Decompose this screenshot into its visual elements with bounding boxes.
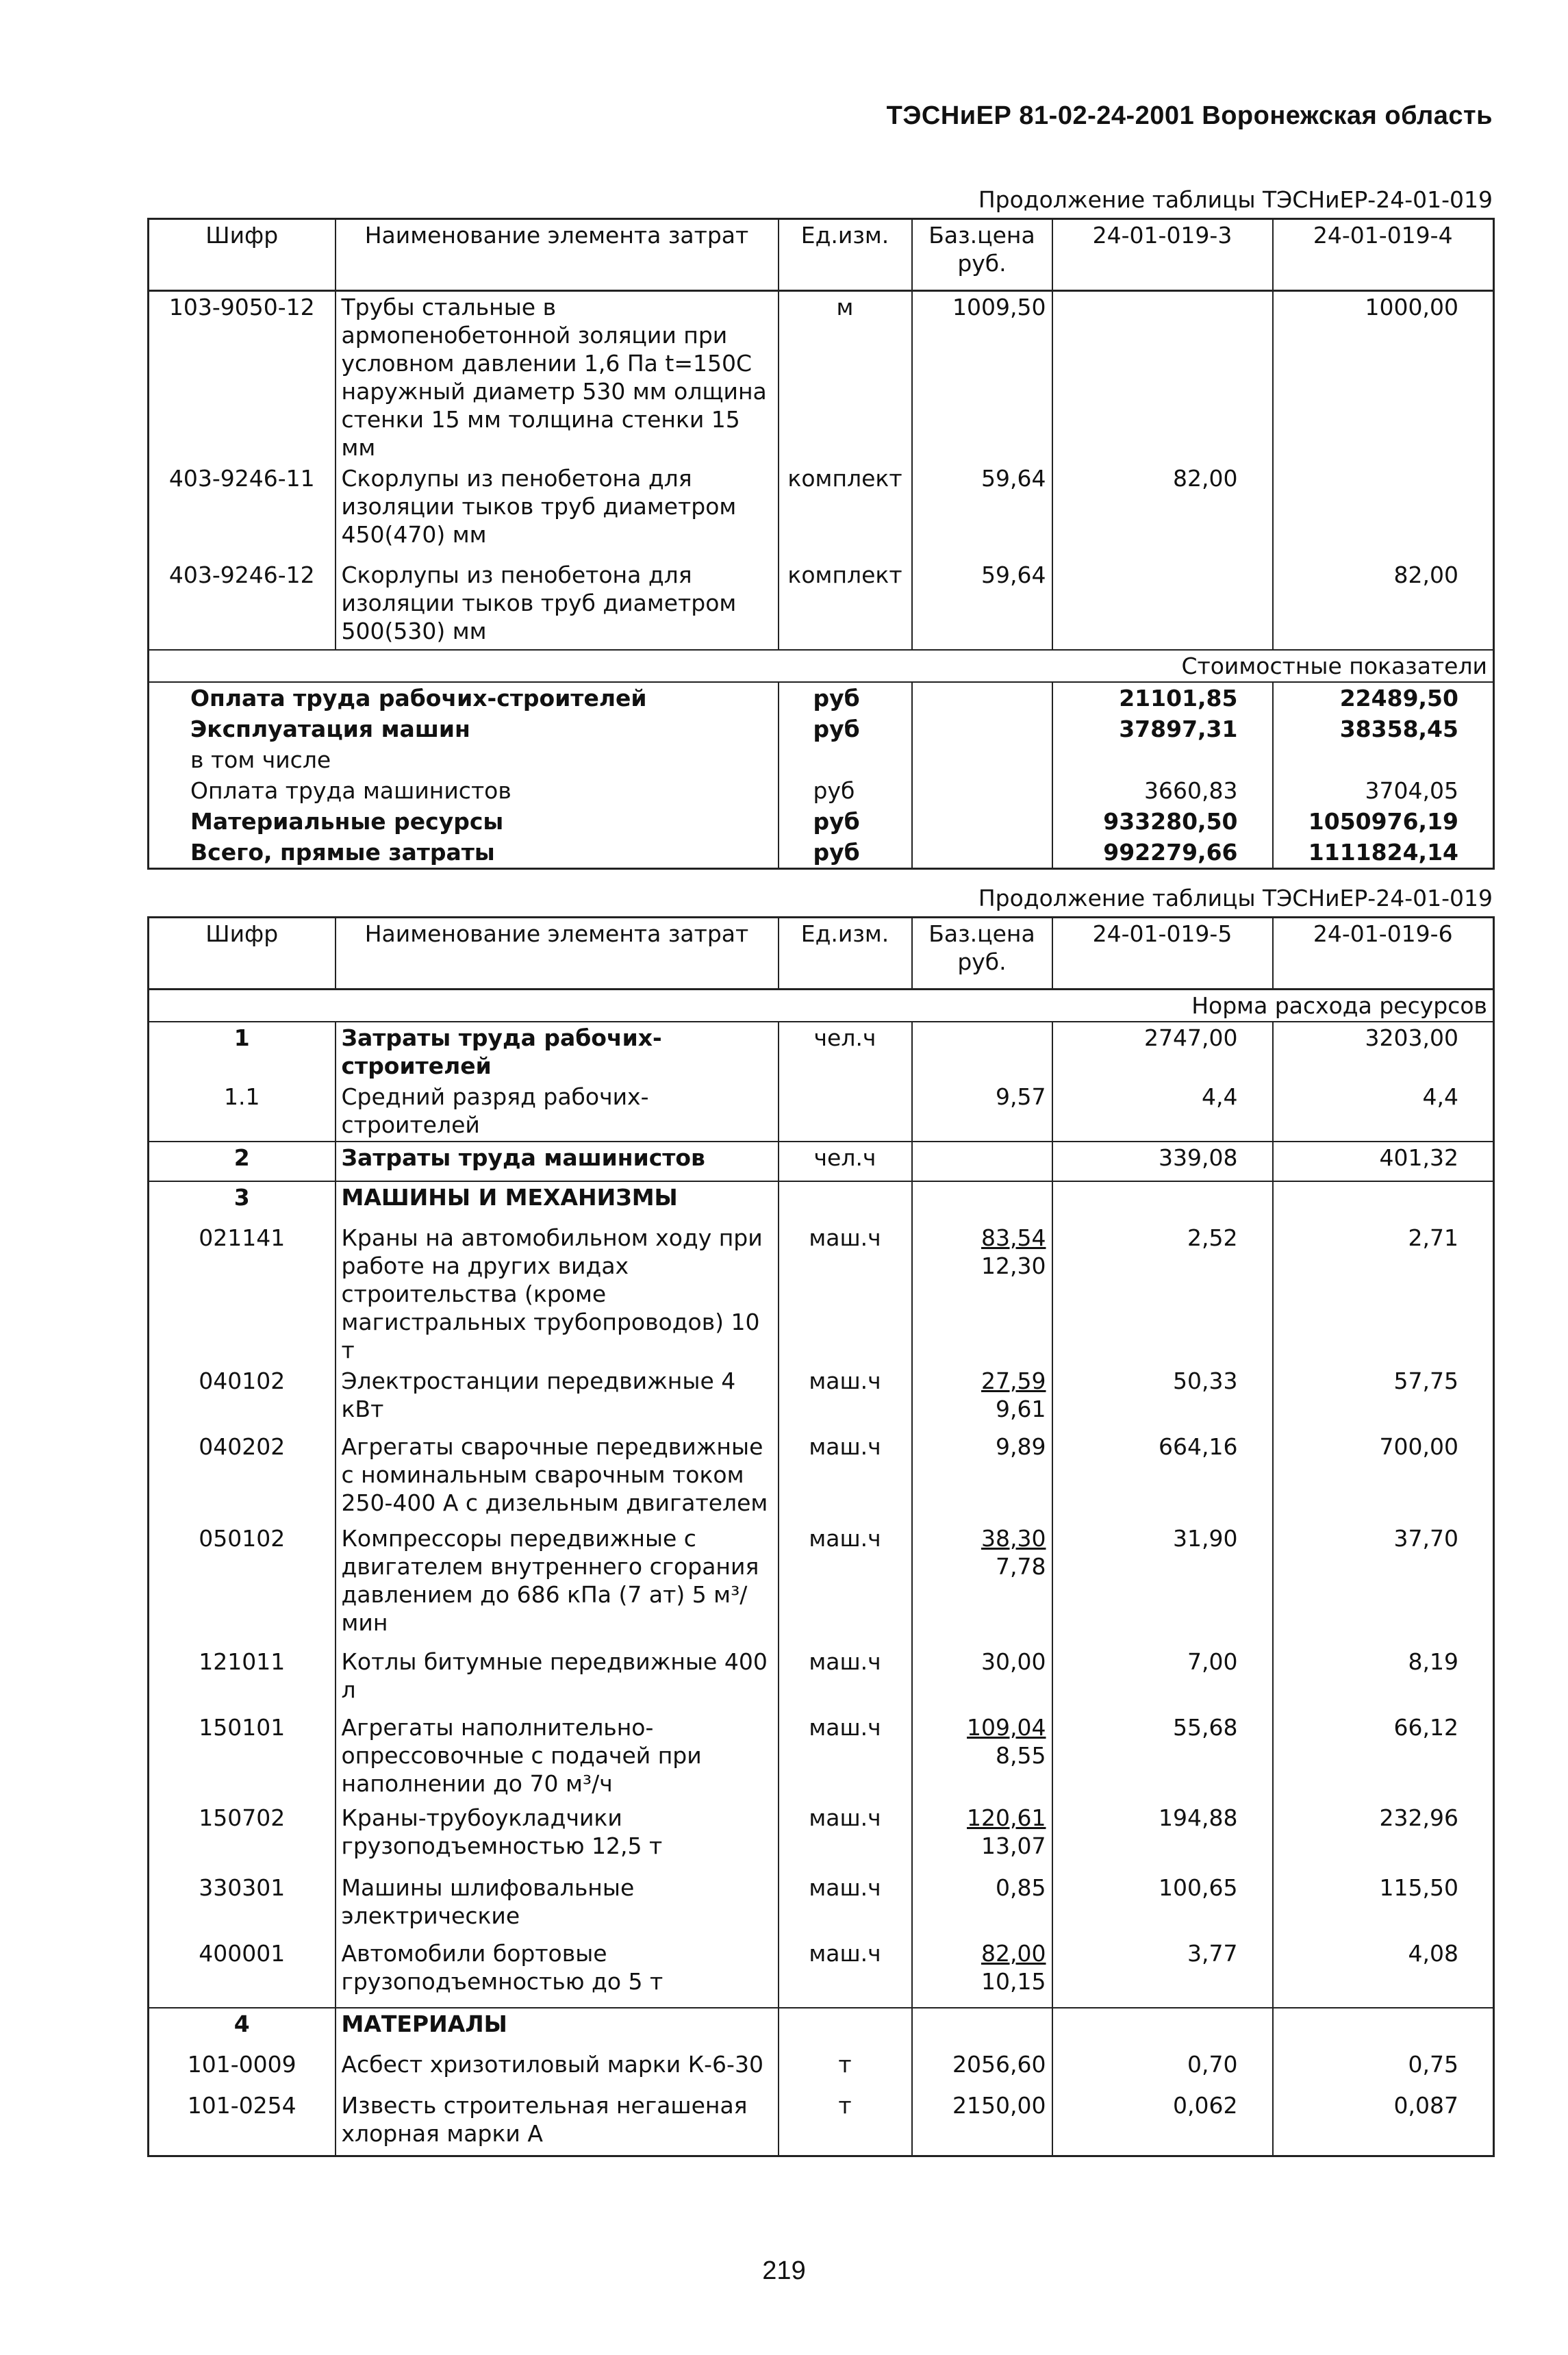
cell-unit: маш.ч — [779, 1523, 912, 1646]
cell-value-1: 2747,00 — [1052, 1022, 1273, 1081]
cell-price — [912, 1142, 1052, 1181]
cell-name: Трубы стальные в армопенобетонной золяции при условном давлении 1,6 Па t=150С наружный диаметр 530 мм олщина стенки 15 мм толщина стенки 15 мм — [336, 291, 779, 464]
cell-code: 4 — [149, 2008, 336, 2049]
cell-price — [912, 1938, 1052, 2008]
cost-unit: руб — [779, 714, 912, 744]
header-name: Наименование элемента затрат — [336, 918, 779, 990]
cell-code: 040102 — [199, 1368, 286, 1394]
cell-value-1: 3,77 — [1052, 1938, 1273, 2008]
table-row — [149, 2008, 1494, 2049]
table-row — [149, 1802, 1494, 1872]
table-row — [149, 1181, 1494, 1222]
table2-header-row — [149, 918, 1494, 990]
table2 — [147, 916, 1495, 2157]
cell-value-1: 82,00 — [1052, 463, 1273, 559]
price-value: 9,89 — [996, 1433, 1046, 1460]
cell-unit: маш.ч — [779, 1431, 912, 1523]
cell-value-1 — [1052, 1181, 1273, 1222]
cell-code: 403-9246-11 — [168, 465, 315, 492]
cell-name: Агрегаты сварочные передвижные с номинальным сварочным током 250-400 А с дизельным двигателем — [336, 1431, 779, 1523]
cell-unit: комплект — [779, 463, 912, 559]
band-row — [149, 650, 1494, 682]
table-row — [149, 2049, 1494, 2090]
cell-unit: чел.ч — [779, 1142, 912, 1181]
table2-body — [149, 1022, 1494, 2156]
cost-name: Эксплуатация машин — [190, 716, 470, 742]
cell-price: 1009,50 — [912, 291, 1052, 464]
cost-row — [149, 682, 1494, 714]
cell-code: 150702 — [199, 1804, 286, 1831]
table-row — [149, 1712, 1494, 1802]
cell-price — [912, 1712, 1052, 1802]
cost-value-1: 933280,50 — [1052, 806, 1273, 837]
cell-code: 3 — [149, 1181, 336, 1222]
cell-value-1: 7,00 — [1052, 1646, 1273, 1712]
cost-value-2: 3704,05 — [1273, 775, 1494, 806]
cost-price — [912, 806, 1052, 837]
cell-value-2: 232,96 — [1273, 1802, 1494, 1872]
cell-value-2: 4,08 — [1273, 1938, 1494, 2008]
cost-row — [149, 806, 1494, 837]
machinist-wage-value: 12,30 — [981, 1252, 1046, 1279]
cell-unit — [779, 2008, 912, 2049]
price-value: 0,85 — [996, 1874, 1046, 1901]
cell-name: МАТЕРИАЛЫ — [336, 2008, 779, 2049]
cost-unit: руб — [779, 775, 912, 806]
cell-value-2: 8,19 — [1273, 1646, 1494, 1712]
header-price: Баз.цена руб. — [912, 219, 1052, 291]
cell-code: 1 — [233, 1024, 250, 1051]
cell-unit: комплект — [779, 559, 912, 650]
cost-value-1: 3660,83 — [1052, 775, 1273, 806]
cell-unit — [779, 1081, 912, 1142]
page-number: 219 — [762, 2256, 806, 2285]
cell-value-1: 2,52 — [1052, 1222, 1273, 1365]
cell-code: 403-9246-12 — [168, 562, 315, 588]
band-row — [149, 990, 1494, 1022]
table-row — [149, 463, 1494, 559]
cost-name: Всего, прямые затраты — [190, 839, 495, 866]
cell-price — [912, 1872, 1052, 1938]
cell-code: 121011 — [199, 1648, 286, 1675]
cost-row — [149, 837, 1494, 869]
cell-value-1: 31,90 — [1052, 1523, 1273, 1646]
cost-unit: руб — [779, 837, 912, 869]
cell-price: 59,64 — [912, 559, 1052, 650]
cell-value-1: 55,68 — [1052, 1712, 1273, 1802]
table2-caption: Продолжение таблицы ТЭСНиЕР-24-01-019 — [978, 885, 1493, 911]
cell-value-2: 401,32 — [1273, 1142, 1494, 1181]
price-value: 2056,60 — [952, 2051, 1046, 2078]
cell-value-2: 57,75 — [1273, 1365, 1494, 1431]
cell-unit: м — [779, 291, 912, 464]
price-value: 120,61 — [967, 1804, 1046, 1831]
cell-name: Затраты труда машинистов — [336, 1142, 779, 1181]
header-col-3: 24-01-019-3 — [1052, 219, 1273, 291]
cell-name: Затраты труда рабочих-строителей — [336, 1022, 779, 1081]
table-row — [149, 1365, 1494, 1431]
cell-code: 021141 — [199, 1224, 286, 1251]
cell-value-1: 4,4 — [1052, 1081, 1273, 1142]
price-value: 9,57 — [996, 1083, 1046, 1110]
band-label: Стоимостные показатели — [149, 650, 1494, 682]
cell-unit: чел.ч — [779, 1022, 912, 1081]
cost-row — [149, 744, 1494, 775]
cell-value-1: 664,16 — [1052, 1431, 1273, 1523]
cell-name: Агрегаты наполнительно-опрессовочные с подачей при наполнении до 70 м³/ч — [336, 1712, 779, 1802]
cell-code: 2 — [149, 1142, 336, 1181]
cost-name: Материальные ресурсы — [190, 808, 504, 835]
price-value: 27,59 — [981, 1368, 1046, 1394]
cell-code: 1.1 — [224, 1083, 260, 1110]
cost-value-2: 22489,50 — [1273, 682, 1494, 714]
header-unit: Ед.изм. — [779, 918, 912, 990]
cell-price — [912, 1431, 1052, 1523]
cell-name: Скорлупы из пенобетона для изоляции тыков труб диаметром 450(470) мм — [336, 463, 779, 559]
header-code: Шифр — [149, 219, 336, 291]
price-value: 38,30 — [981, 1525, 1046, 1552]
table-row — [149, 1872, 1494, 1938]
page-header: ТЭСНиЕР 81-02-24-2001 Воронежская область — [886, 101, 1493, 130]
cell-value-2: 700,00 — [1273, 1431, 1494, 1523]
cell-code: 050102 — [199, 1525, 286, 1552]
cost-row — [149, 775, 1494, 806]
cell-code: 101-0009 — [187, 2051, 296, 2078]
cell-name: Автомобили бортовые грузоподъемностью до 5 т — [336, 1938, 779, 2008]
cost-unit: руб — [779, 682, 912, 714]
cell-price — [912, 2090, 1052, 2156]
table-row — [149, 1142, 1494, 1181]
cell-name: МАШИНЫ И МЕХАНИЗМЫ — [336, 1181, 779, 1222]
cell-price: 59,64 — [912, 463, 1052, 559]
cost-price — [912, 837, 1052, 869]
cell-code: 101-0254 — [187, 2092, 296, 2119]
cost-price — [912, 775, 1052, 806]
cell-name: Известь строительная негашеная хлорная марки А — [336, 2090, 779, 2156]
cost-unit: руб — [779, 806, 912, 837]
cell-unit: маш.ч — [779, 1802, 912, 1872]
cell-name: Асбест хризотиловый марки К-6-30 — [336, 2049, 779, 2090]
machinist-wage-value: 7,78 — [996, 1553, 1046, 1580]
cell-name: Машины шлифовальные электрические — [336, 1872, 779, 1938]
cell-value-2: 82,00 — [1273, 559, 1494, 650]
cell-value-2: 115,50 — [1273, 1872, 1494, 1938]
cell-unit: маш.ч — [779, 1646, 912, 1712]
cost-value-1: 37897,31 — [1052, 714, 1273, 744]
table1 — [147, 218, 1495, 870]
cell-price — [912, 2008, 1052, 2049]
cell-value-1 — [1052, 559, 1273, 650]
cell-value-1 — [1052, 2008, 1273, 2049]
cell-value-2 — [1273, 2008, 1494, 2049]
table-row — [149, 1431, 1494, 1523]
cell-name: Скорлупы из пенобетона для изоляции тыков труб диаметром 500(530) мм — [336, 559, 779, 650]
table-row — [149, 2090, 1494, 2156]
cell-price — [912, 1646, 1052, 1712]
header-price: Баз.цена руб. — [912, 918, 1052, 990]
machinist-wage-value: 8,55 — [996, 1742, 1046, 1769]
table-row — [149, 1523, 1494, 1646]
cell-name: Краны-трубоукладчики грузоподъемностью 12,5 т — [336, 1802, 779, 1872]
cost-name: в том числе — [190, 746, 331, 773]
price-value: 2150,00 — [952, 2092, 1046, 2119]
table1-caption: Продолжение таблицы ТЭСНиЕР-24-01-019 — [978, 186, 1493, 213]
cell-unit: маш.ч — [779, 1872, 912, 1938]
cost-value-2: 38358,45 — [1273, 714, 1494, 744]
machinist-wage-value: 10,15 — [981, 1968, 1046, 1995]
cost-price — [912, 714, 1052, 744]
table-row — [149, 1081, 1494, 1142]
cost-value-2 — [1273, 744, 1494, 775]
cell-code: 330301 — [199, 1874, 286, 1901]
cell-value-2: 66,12 — [1273, 1712, 1494, 1802]
cell-unit: маш.ч — [779, 1222, 912, 1365]
cell-value-2: 0,087 — [1273, 2090, 1494, 2156]
cell-unit: маш.ч — [779, 1938, 912, 2008]
machinist-wage-value: 9,61 — [996, 1396, 1046, 1422]
table-row — [149, 559, 1494, 650]
header-col-6: 24-01-019-6 — [1273, 918, 1494, 990]
cost-price — [912, 744, 1052, 775]
cell-price — [912, 1523, 1052, 1646]
cost-row — [149, 714, 1494, 744]
header-name: Наименование элемента затрат — [336, 219, 779, 291]
price-value: 109,04 — [967, 1714, 1046, 1741]
table1-header-row — [149, 219, 1494, 291]
cell-code: 150101 — [199, 1714, 286, 1741]
cost-name: Оплата труда машинистов — [190, 777, 511, 804]
cell-value-2: 2,71 — [1273, 1222, 1494, 1365]
cell-value-2 — [1273, 463, 1494, 559]
table-row — [149, 1222, 1494, 1365]
cell-name: Электростанции передвижные 4 кВт — [336, 1365, 779, 1431]
cell-value-2: 37,70 — [1273, 1523, 1494, 1646]
cell-name: Котлы битумные передвижные 400 л — [336, 1646, 779, 1712]
cell-price — [912, 1222, 1052, 1365]
cell-code: 040202 — [199, 1433, 286, 1460]
cell-unit — [779, 1181, 912, 1222]
cost-name: Оплата труда рабочих-строителей — [190, 685, 647, 711]
price-value: 83,54 — [981, 1224, 1046, 1251]
band-label: Норма расхода ресурсов — [149, 990, 1494, 1022]
cost-value-2: 1111824,14 — [1273, 837, 1494, 869]
cell-code: 103-9050-12 — [168, 294, 315, 320]
machinist-wage-value: 13,07 — [981, 1833, 1046, 1859]
cell-price — [912, 1081, 1052, 1142]
cell-name: Краны на автомобильном ходу при работе на других видах строительства (кроме магистральных трубопроводов) 10 т — [336, 1222, 779, 1365]
table-row — [149, 1022, 1494, 1081]
cost-value-1 — [1052, 744, 1273, 775]
cell-value-1: 194,88 — [1052, 1802, 1273, 1872]
table-row — [149, 291, 1494, 464]
cell-value-2: 0,75 — [1273, 2049, 1494, 2090]
price-value: 30,00 — [981, 1648, 1046, 1675]
table-row — [149, 1938, 1494, 2008]
header-col-4: 24-01-019-4 — [1273, 219, 1494, 291]
cell-value-1: 50,33 — [1052, 1365, 1273, 1431]
cell-name: Средний разряд рабочих-строителей — [336, 1081, 779, 1142]
cell-value-1: 100,65 — [1052, 1872, 1273, 1938]
table-row — [149, 1646, 1494, 1712]
header-unit: Ед.изм. — [779, 219, 912, 291]
cell-value-1: 0,70 — [1052, 2049, 1273, 2090]
cell-price — [912, 1022, 1052, 1081]
cell-unit: маш.ч — [779, 1712, 912, 1802]
cell-price — [912, 1802, 1052, 1872]
cell-name: Компрессоры передвижные с двигателем внутреннего сгорания давлением до 686 кПа (7 ат) 5 м³/мин — [336, 1523, 779, 1646]
cell-value-2: 4,4 — [1273, 1081, 1494, 1142]
cell-price — [912, 2049, 1052, 2090]
cell-value-1: 339,08 — [1052, 1142, 1273, 1181]
cost-price — [912, 682, 1052, 714]
cell-value-1 — [1052, 291, 1273, 464]
cell-unit: т — [779, 2090, 912, 2156]
cell-price — [912, 1365, 1052, 1431]
cost-unit — [779, 744, 912, 775]
cell-value-2 — [1273, 1181, 1494, 1222]
cell-value-1: 0,062 — [1052, 2090, 1273, 2156]
price-value: 82,00 — [981, 1940, 1046, 1967]
cell-value-2: 3203,00 — [1273, 1022, 1494, 1081]
cell-price — [912, 1181, 1052, 1222]
cost-value-1: 21101,85 — [1052, 682, 1273, 714]
cell-unit: т — [779, 2049, 912, 2090]
header-col-5: 24-01-019-5 — [1052, 918, 1273, 990]
cost-value-1: 992279,66 — [1052, 837, 1273, 869]
cost-value-2: 1050976,19 — [1273, 806, 1494, 837]
cell-unit: маш.ч — [779, 1365, 912, 1431]
cell-value-2: 1000,00 — [1273, 291, 1494, 464]
header-code: Шифр — [149, 918, 336, 990]
cell-code: 400001 — [199, 1940, 286, 1967]
